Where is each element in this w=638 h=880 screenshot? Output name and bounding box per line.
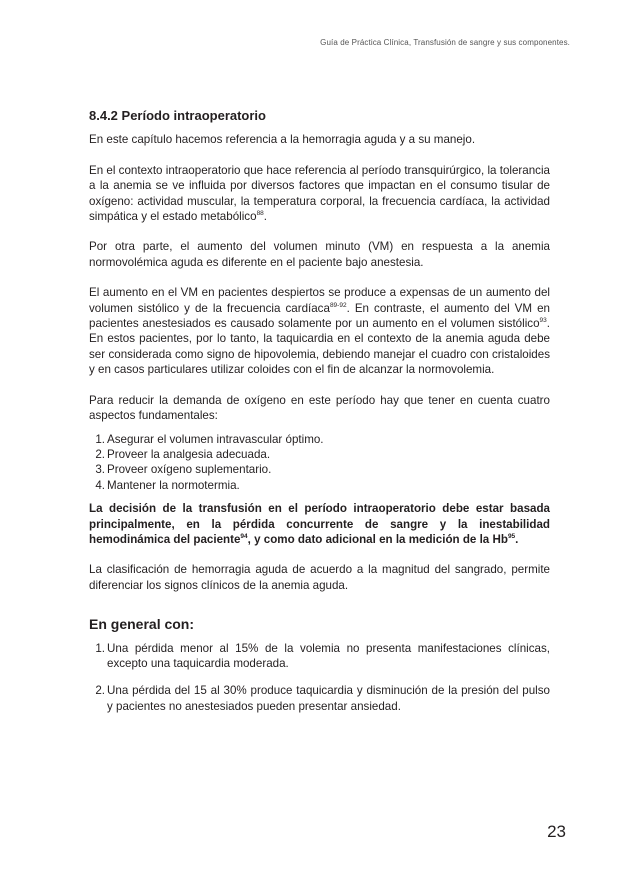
list-item: [89, 447, 550, 462]
list-item: [89, 462, 550, 477]
reference-93: 93: [539, 317, 547, 325]
reference-89-92: 89-92: [329, 301, 347, 309]
list-item-number: 2.: [95, 684, 105, 698]
reference-95: 95: [507, 533, 516, 541]
paragraph-2-end: .: [263, 210, 268, 224]
running-header: Guía de Práctica Clínica, Transfusión de sangre y sus componentes.: [320, 38, 570, 47]
list-item: [89, 683, 550, 714]
paragraph-6-bold: [89, 501, 550, 547]
paragraph-1: En este capítulo hacemos referencia a la hemorragia aguda y a su manejo.: [89, 133, 476, 147]
list-item-text: Mantener la normotermia.: [107, 478, 240, 492]
paragraph-6-b: , y como dato adicional en la medición de la Hb: [247, 532, 508, 546]
paragraph-6-a: La decisión de la transfusión en el período intraoperatorio debe estar basada principalmente, en la pérdida concurrente de sangre y la inestabilidad hemodinámica del paciente: [89, 502, 550, 546]
list-item-text: Asegurar el volumen intravascular óptimo.: [107, 432, 324, 446]
paragraph-5: Para reducir la demanda de oxígeno en este período hay que tener en cuenta cuatro aspectos fundamentales:: [89, 393, 550, 423]
list-item-number: 1.: [95, 641, 105, 655]
reference-88: 88: [256, 210, 264, 218]
list-item-number: 4.: [95, 478, 105, 492]
paragraph-4-c: . En estos pacientes, por lo tanto, la taquicardia en el contexto de la anemia aguda debe ser considerada como signo de hipovolemia, debiendo manejar el cuadro con cristaloides y en casos particulares utilizar coloides con el fin de alcanzar la normovolemia.: [89, 317, 550, 377]
list-item: [89, 478, 550, 493]
paragraph-4-b: . En contraste, el aumento del VM en pacientes anestesiados es causado solamente por un aumento en el volumen sistólico: [89, 301, 551, 331]
section-title: 8.4.2 Período intraoperatorio: [89, 108, 266, 123]
paragraph-3: Por otra parte, el aumento del volumen minuto (VM) en respuesta a la anemia normovolémica aguda es diferente en el paciente bajo anestesia.: [89, 240, 550, 269]
paragraph-4-a: El aumento en el VM en pacientes despiertos se produce a expensas de un aumento del volumen sistólico y de la frecuencia cardíaca: [89, 286, 550, 315]
list-item: [89, 641, 550, 672]
list-item-text: Una pérdida del 15 al 30% produce taquicardia y disminución de la presión del pulso y pacientes no anestesiados pueden presentar ansiedad.: [107, 684, 550, 713]
list-item-text: Una pérdida menor al 15% de la volemia no presenta manifestaciones clínicas, excepto una taquicardia moderada.: [107, 641, 550, 670]
page-number: 23: [547, 822, 566, 841]
paragraph-4: [89, 285, 550, 377]
list-item-number: 2.: [95, 447, 105, 461]
paragraph-2: [89, 163, 550, 225]
list-item-number: 1.: [95, 432, 105, 446]
subtitle: En general con:: [89, 616, 195, 633]
list-item-text: Proveer oxígeno suplementario.: [107, 463, 272, 477]
aspects-list: [89, 432, 550, 494]
paragraph-7: La clasificación de hemorragia aguda de acuerdo a la magnitud del sangrado, permite diferenciar los signos clínicos de la anemia aguda.: [89, 563, 550, 592]
list-item-number: 3.: [95, 463, 105, 477]
blood-loss-list: [89, 641, 550, 715]
paragraph-2-text: En el contexto intraoperatorio que hace referencia al período transquirúrgico, la tolerancia a la anemia se ve influida por diversos factores que impactan en el consumo tisular de oxígeno: actividad muscular, la temperatura corporal, la frecuencia cardíaca, la actividad simpática y el estado metabólico: [89, 163, 550, 224]
reference-94: 94: [240, 533, 248, 541]
page-content: [89, 108, 550, 726]
paragraph-6-c: .: [515, 532, 519, 546]
list-item-text: Proveer la analgesia adecuada.: [107, 447, 271, 461]
list-item: [89, 432, 550, 447]
